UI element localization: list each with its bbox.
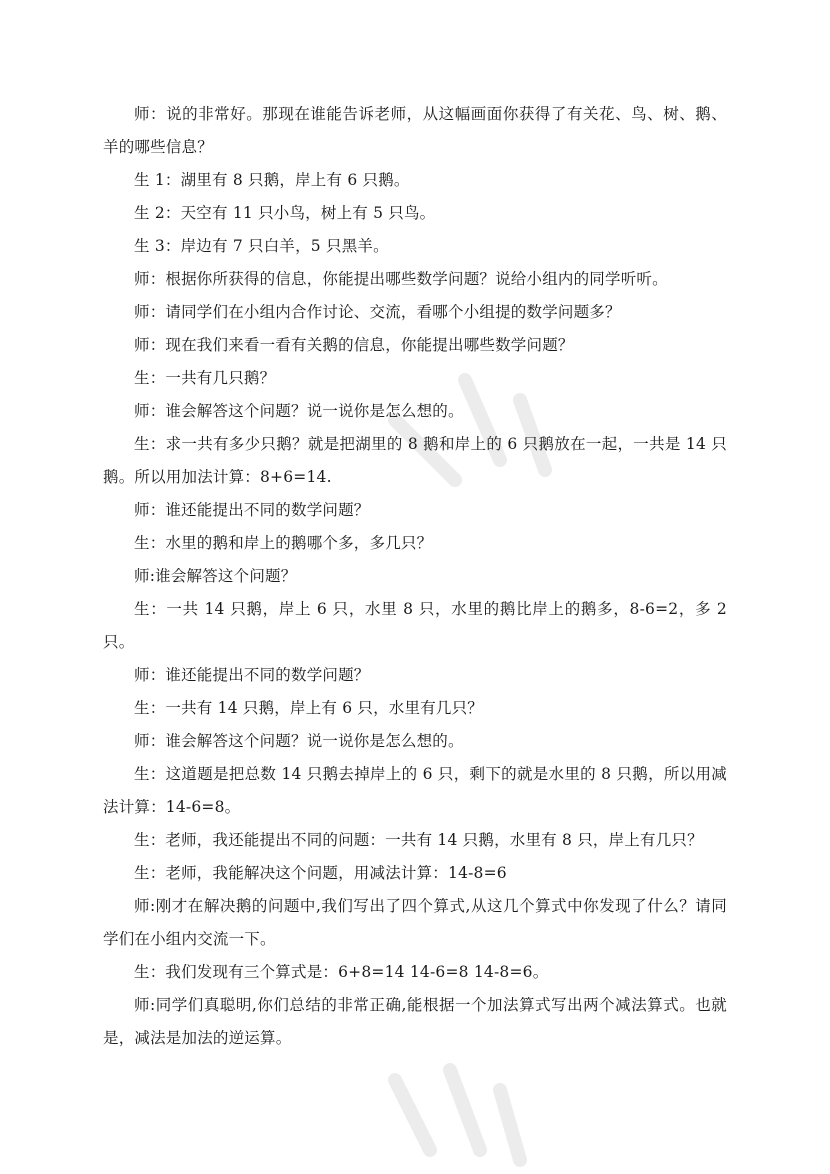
document-body — [103, 98, 727, 1055]
paragraph-12: 生：水里的鹅和岸上的鹅哪个多，多几只？ — [134, 534, 433, 552]
paragraph-10: 生：求一共有多少只鹅？就是把湖里的 8 鹅和岸上的 6 只鹅放在一起，一共是 14 只鹅。所以用加法计算：8+6=14. — [103, 435, 727, 486]
paragraph-1: 师：说的非常好。那现在谁能告诉老师，从这幅画面你获得了有关花、鸟、树、鹅、羊的哪些信息？ — [103, 105, 727, 156]
paragraph-22: 生：我们发现有三个算式是：6+8=14 14-6=8 14-8=6。 — [134, 963, 549, 981]
paragraph-3: 生 2：天空有 11 只小鸟，树上有 5 只鸟。 — [134, 204, 436, 222]
paragraph-16: 生：一共有 14 只鹅，岸上有 6 只，水里有几只？ — [134, 699, 483, 717]
paragraph-5: 师：根据你所获得的信息，你能提出哪些数学问题？说给小组内的同学听听。 — [134, 270, 668, 288]
paragraph-18: 生：这道题是把总数 14 只鹅去掉岸上的 6 只，剩下的就是水里的 8 只鹅，所以用减法计算：14-6=8。 — [103, 765, 727, 816]
paragraph-21: 师:刚才在解决鹅的问题中,我们写出了四个算式,从这几个算式中你发现了什么？请同学们在小组内交流一下。 — [103, 897, 727, 948]
paragraph-4: 生 3：岸边有 7 只白羊，5 只黑羊。 — [134, 237, 389, 255]
paragraph-9: 师：谁会解答这个问题？说一说你是怎么想的。 — [134, 402, 464, 420]
paragraph-7: 师：现在我们来看一看有关鹅的信息，你能提出哪些数学问题？ — [134, 336, 574, 354]
paragraph-8: 生：一共有几只鹅？ — [134, 369, 276, 387]
paragraph-23: 师:同学们真聪明,你们总结的非常正确,能根据一个加法算式写出两个减法算式。也就是，减法是加法的逆运算。 — [103, 996, 727, 1047]
paragraph-14: 生：一共 14 只鹅，岸上 6 只，水里 8 只，水里的鹅比岸上的鹅多，8-6=2，多 2 只。 — [103, 600, 727, 651]
paragraph-6: 师：请同学们在小组内合作讨论、交流，看哪个小组提的数学问题多？ — [134, 303, 621, 321]
paragraph-11: 师：谁还能提出不同的数学问题？ — [134, 501, 370, 519]
paragraph-2: 生 1：湖里有 8 只鹅，岸上有 6 只鹅。 — [134, 171, 410, 189]
paragraph-17: 师：谁会解答这个问题？说一说你是怎么想的。 — [134, 732, 464, 750]
paragraph-15: 师：谁还能提出不同的数学问题？ — [134, 666, 370, 684]
paragraph-20: 生：老师，我能解决这个问题，用减法计算：14-8=6 — [134, 864, 507, 882]
paragraph-13: 师:谁会解答这个问题？ — [134, 567, 297, 585]
paragraph-19: 生：老师，我还能提出不同的问题：一共有 14 只鹅，水里有 8 只，岸上有几只？ — [134, 831, 703, 849]
